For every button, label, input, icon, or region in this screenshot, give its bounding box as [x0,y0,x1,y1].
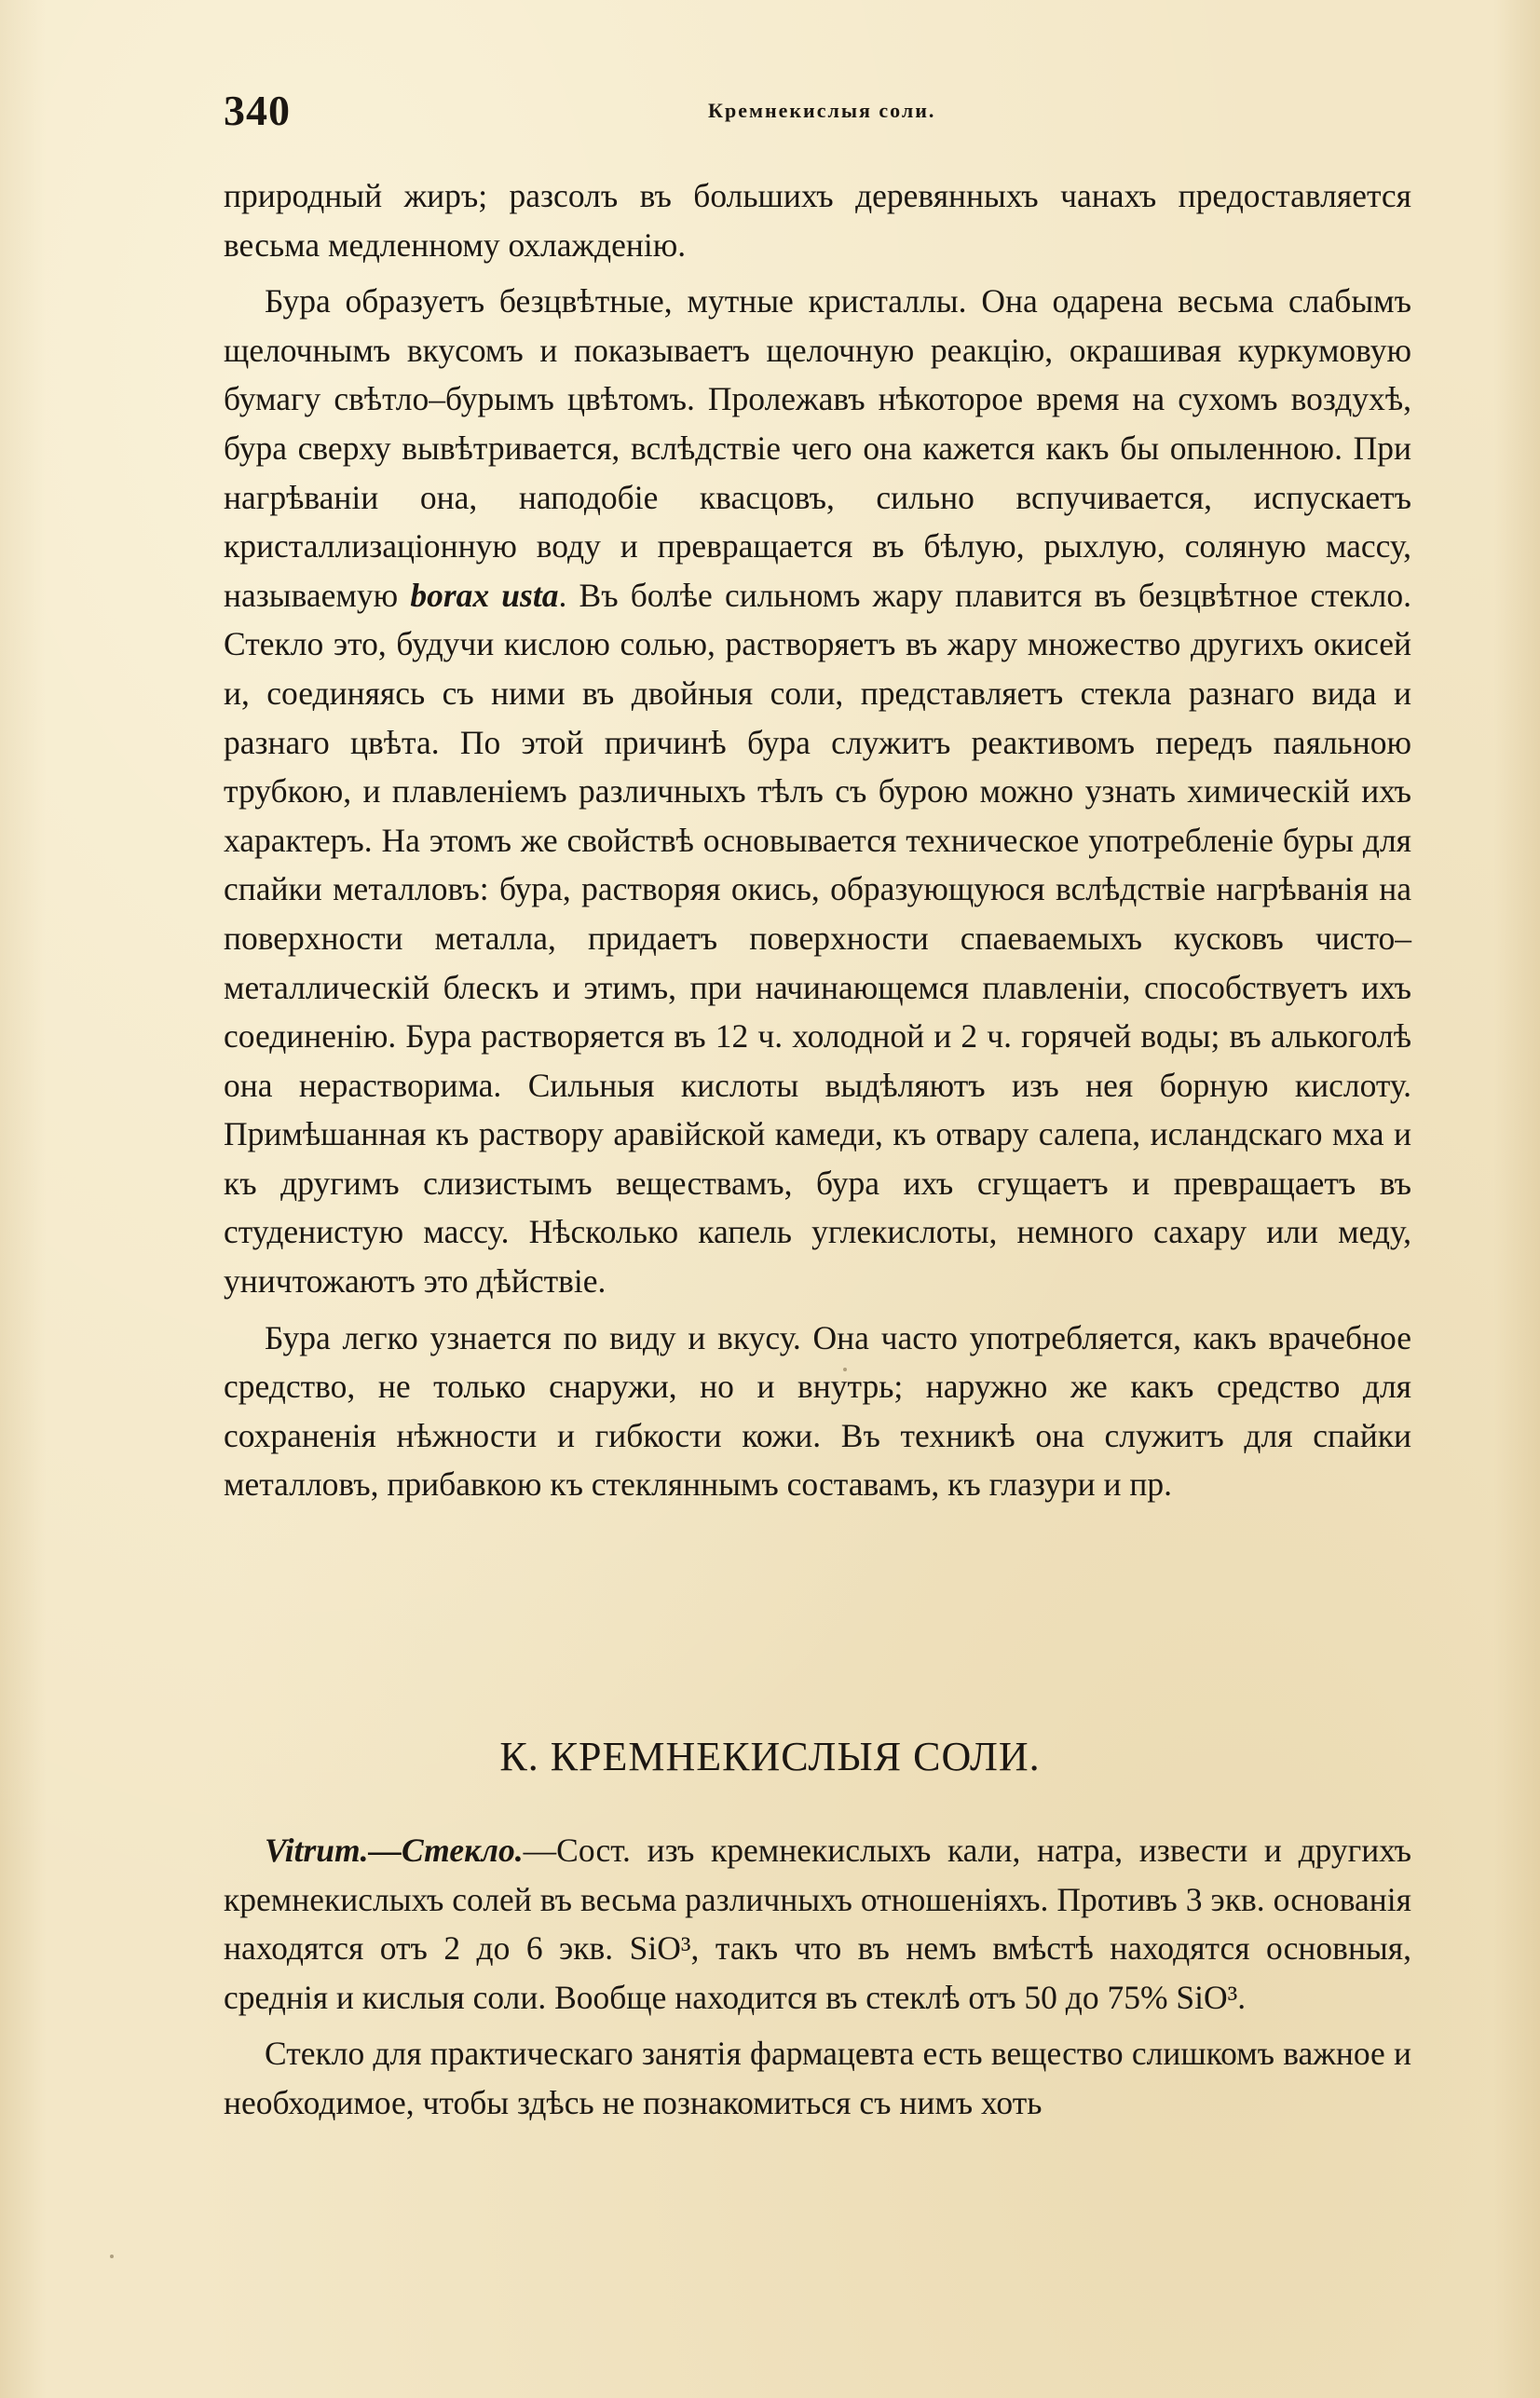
russian-term-steklo: Стекло. [402,1832,524,1869]
paragraph-borax-part1: Бура образуетъ безцвѣтные, мутные кристаллы. Она одарена весьма слабымъ щелочнымъ вкусомъ и показываетъ щелочную реакцію, окрашивая куркумовую бумагу свѣтло–бурымъ цвѣтомъ. Пролежавъ нѣкоторое время на сухомъ воздухѣ, бура сверху вывѣтривается, вслѣдствіе чего она кажется какъ бы опыленною. При нагрѣваніи она, наподобіе квасцовъ, сильно вспучивается, испускаетъ кристаллизаціонную воду и превращается въ бѣлую, рыхлую, соляную массу, называемую [224,282,1411,614]
paper-speck [843,1368,847,1371]
page-header [224,86,1416,142]
main-text [224,171,1411,1509]
paragraph-borax-uses: Бура легко узнается по виду и вкусу. Она часто употребляется, какъ врачебное средство, не только снаружи, но и внутрь; наружно же какъ средство для сохраненія нѣжности и гибкости кожи. Въ техникѣ она служитъ для спайки металловъ, прибавкою къ стекляннымъ составамъ, къ глазури и пр. [224,1318,1411,1504]
latin-term-borax-usta: borax usta [410,576,559,614]
paper-speck [110,2255,114,2258]
running-head: Кремнекислыя соли. [708,99,936,122]
paragraph-vitrum-text: —Сост. изъ кремнекислыхъ кали, натра, извести и другихъ кремнекислыхъ солей въ весьма различныхъ отношеніяхъ. Противъ 3 экв. основанія находятся отъ 2 до 6 экв. SiO³, такъ что въ немъ вмѣстѣ находятся основныя, среднія и кислыя соли. Вообще находится въ стеклѣ отъ 50 до 75% SiO³. [224,1832,1411,2016]
paragraph-vitrum [224,1826,1411,2022]
paragraph-borax-part2: . Въ болѣе сильномъ жару плавится въ безцвѣтное стекло. Стекло это, будучи кислою солью, растворяетъ въ жару множество другихъ окисей и, соединяясь съ ними въ двойныя соли, представляетъ стекла разнаго вида и разнаго цвѣта. По этой причинѣ бура служитъ реактивомъ передъ паяльною трубкою, и плавленіемъ различныхъ тѣлъ съ бурою можно узнать химическій ихъ характеръ. На этомъ же свойствѣ основывается техническое употребленіе буры для спайки металловъ: бура, растворяя окись, образующуюся вслѣдствіе нагрѣванія на поверхности металла, придаетъ поверхности спаеваемыхъ кусковъ чисто–металлическій блескъ и этимъ, при начинающемся плавленіи, способствуетъ ихъ соединенію. Бура растворяется въ 12 ч. холодной и 2 ч. горячей воды; въ алькоголѣ она нерастворима. Сильныя кислоты выдѣляютъ изъ нея борную кислоту. Примѣшанная къ раствору аравійской камеди, къ отвару салепа, исландскаго мха и къ другимъ слизистымъ веществамъ, бура ихъ сгущаетъ и превращаетъ въ студенистую массу. Нѣсколько капель углекислоты, немного сахару или меду, уничтожаютъ это дѣйствіе. [224,576,1411,1301]
paragraph-glass-importance: Стекло для практическаго занятія фармацевта есть вещество слишкомъ важное и необходимое, чтобы здѣсь не познакомиться съ нимъ хоть [224,2035,1411,2121]
latin-term-vitrum: Vitrum. [265,1832,369,1869]
section-title: К. КРЕМНЕКИСЛЫЯ СОЛИ. [499,1734,1041,1779]
dash: — [368,1832,402,1869]
paragraph-continuation: природный жиръ; разсолъ въ большихъ деревянныхъ чанахъ предоставляется весьма медленному охлажденію. [224,177,1411,264]
section-text [224,1826,1411,2128]
paragraph-borax-properties [224,277,1411,1305]
paper-speck [1148,2059,1152,2063]
page-number: 340 [224,87,291,134]
